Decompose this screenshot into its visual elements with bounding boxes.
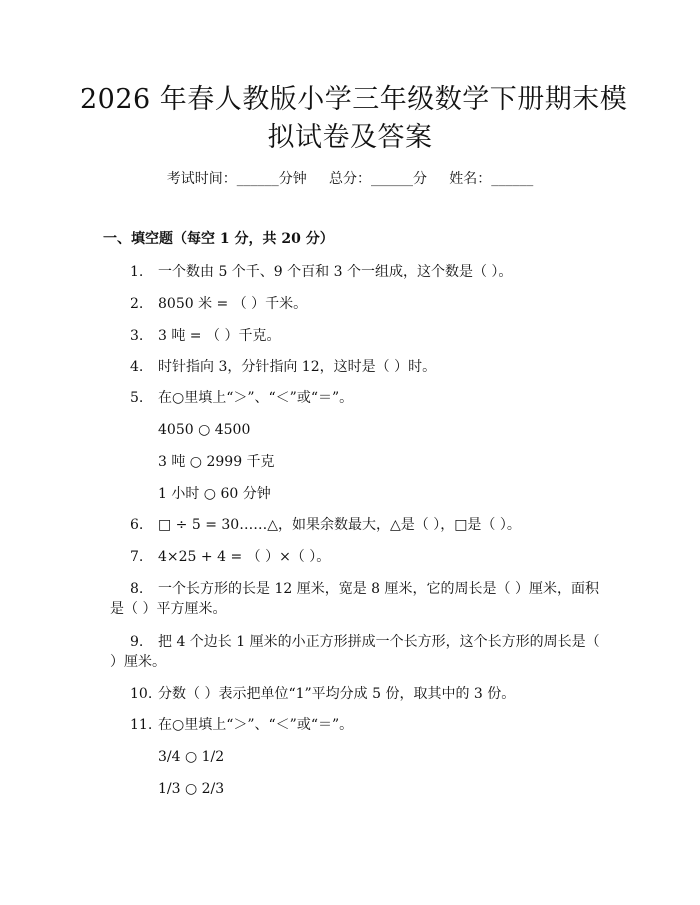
- question-number: 3.: [130, 328, 144, 344]
- question-number: 7.: [130, 549, 144, 565]
- question-9: [110, 632, 610, 672]
- question-6: [130, 515, 521, 535]
- question-number: 5.: [130, 390, 144, 406]
- question-text: 在○里填上“＞”、“＜”或“＝”。: [158, 390, 354, 406]
- comparison-item: 1 小时 ○ 60 分钟: [158, 486, 271, 502]
- question-number: 6.: [130, 517, 144, 533]
- question-10: [130, 684, 515, 704]
- question-11: [130, 715, 353, 735]
- question-text: 3 吨 = （ ）千克。: [158, 328, 281, 344]
- question-text: 一个长方形的长是 12 厘米，宽是 8 厘米，它的周长是（ ）厘米，面积是（ ）平方厘米。: [110, 581, 599, 617]
- question-text: 把 4 个边长 1 厘米的小正方形拼成一个长方形，这个长方形的周长是（ ）厘米。: [110, 634, 600, 670]
- document-title-line-2: 拟试卷及答案: [267, 122, 433, 153]
- question-text: 分数（ ）表示把单位“1”平均分成 5 份，取其中的 3 份。: [158, 686, 516, 702]
- question-number: 2.: [130, 296, 144, 312]
- comparison-item: 1/3 ○ 2/3: [158, 781, 225, 797]
- question-4: [130, 357, 436, 377]
- question-number: 10.: [130, 686, 153, 702]
- question-text: 在○里填上“＞”、“＜”或“＝”。: [158, 717, 354, 733]
- question-text: 一个数由 5 个千、9 个百和 3 个一组成，这个数是（ ）。: [158, 264, 513, 280]
- section-heading: 一、填空题（每空 1 分，共 20 分）: [103, 231, 334, 247]
- question-text: 时针指向 3，分针指向 12，这时是（ ）时。: [158, 359, 437, 375]
- question-8: [110, 579, 610, 619]
- question-number: 8.: [130, 581, 144, 597]
- question-text: 4×25 + 4 = （ ）×（ ）。: [158, 549, 331, 565]
- question-number: 1.: [130, 264, 144, 280]
- question-number: 9.: [130, 634, 144, 650]
- document-title-line-1: 2026 年春人教版小学三年级数学下册期末模: [80, 84, 628, 115]
- question-5: [130, 388, 353, 408]
- question-text: 8050 米 = （ ）千米。: [158, 296, 308, 312]
- question-1: [130, 262, 512, 282]
- comparison-item: 3 吨 ○ 2999 千克: [158, 454, 275, 470]
- comparison-item: 4050 ○ 4500: [158, 422, 251, 438]
- question-2: [130, 294, 307, 314]
- question-text: □ ÷ 5 = 30……△，如果余数最大，△是（ ），□是（ ）。: [158, 517, 521, 533]
- question-number: 11.: [130, 717, 153, 733]
- comparison-item: 3/4 ○ 1/2: [158, 749, 225, 765]
- question-3: [130, 326, 280, 346]
- exam-info: 考试时间：______分钟 总分：______分 姓名：______: [166, 171, 534, 187]
- question-number: 4.: [130, 359, 144, 375]
- question-7: [130, 547, 330, 567]
